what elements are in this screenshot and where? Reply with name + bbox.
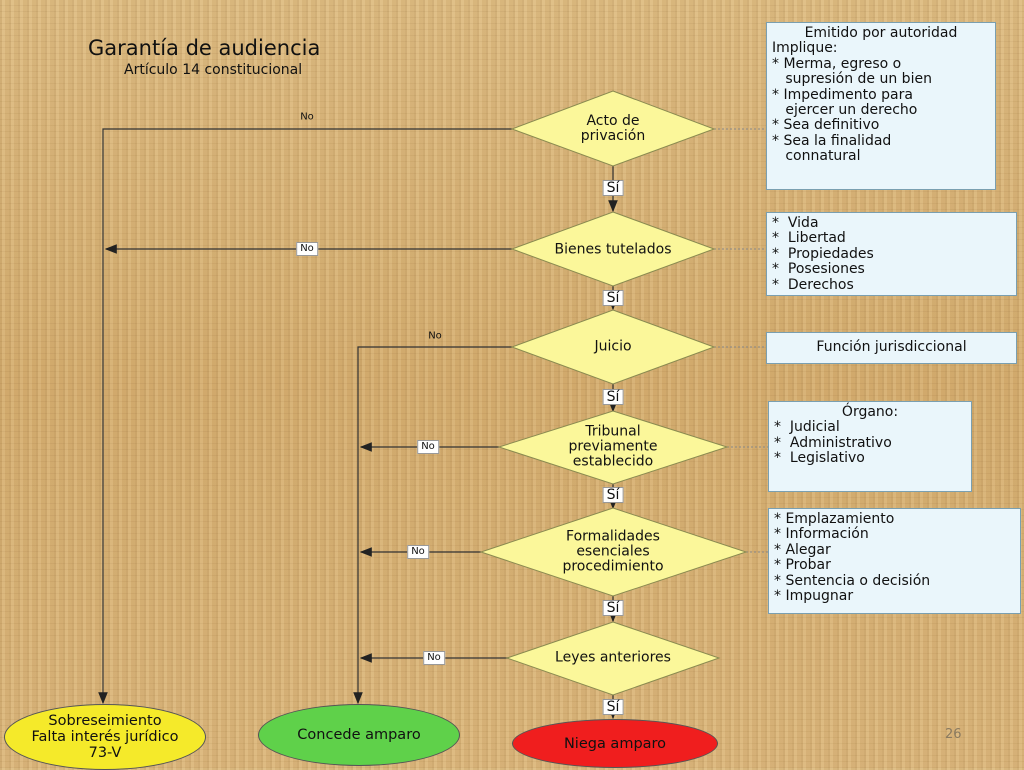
no-tag: No: [428, 330, 442, 342]
note-line: * Sentencia o decisión: [774, 572, 931, 589]
note-line: * Merma, egreso o: [772, 55, 902, 72]
note-line: * Información: [774, 526, 869, 543]
note-line: * Derechos: [772, 276, 854, 293]
note-header: Órgano:: [841, 404, 899, 420]
note-line: * Emplazamiento: [774, 511, 895, 527]
outcome-sobreseimiento: Sobreseimiento Falta interés jurídico 73-V: [4, 704, 206, 770]
note-line: * Impugnar: [774, 588, 854, 605]
note-box-bienes-tutelados: [766, 212, 1017, 296]
note-box-tribunal: [768, 401, 972, 492]
note-line: * Vida: [772, 215, 819, 231]
note-line: ejercer un derecho: [772, 102, 918, 119]
yes-tag: Sí: [603, 487, 624, 503]
no-connector: [358, 347, 512, 703]
decision-label-juicio: Juicio: [594, 338, 632, 355]
decision-label-leyes-anteriores: Leyes anteriores: [555, 649, 671, 666]
note-line: * Libertad: [772, 230, 846, 247]
yes-tag: Sí: [603, 180, 624, 196]
note-line: * Sea definitivo: [772, 117, 880, 134]
yes-tag: Sí: [603, 699, 624, 715]
note-line: * Propiedades: [772, 245, 874, 262]
note-line: * Sea la finalidad: [772, 132, 892, 149]
no-connector: [103, 129, 512, 703]
note-line: * Legislativo: [774, 450, 865, 467]
yes-tag: Sí: [603, 389, 624, 405]
note-header: Función jurisdiccional: [816, 339, 967, 355]
yes-tag: Sí: [603, 290, 624, 306]
page-number: 26: [945, 727, 962, 742]
note-line: supresión de un bien: [772, 71, 932, 88]
note-box-acto-privacion: [766, 22, 996, 190]
outcome-niega-amparo: Niega amparo: [512, 719, 718, 768]
note-line: * Administrativo: [774, 434, 892, 451]
decision-label-acto-privacion: Acto de privación: [580, 113, 646, 144]
no-tag: No: [423, 651, 445, 665]
diagram-title: Garantía de audiencia: [88, 36, 321, 60]
note-box-formalidades: [768, 508, 1021, 614]
note-box-juicio: [766, 332, 1017, 364]
note-line: * Alegar: [774, 541, 831, 558]
note-line: Implique:: [772, 40, 838, 57]
note-header: Emitido por autoridad: [804, 25, 958, 41]
no-tag: No: [407, 545, 429, 559]
note-line: * Judicial: [774, 419, 840, 436]
note-line: * Impedimento para: [772, 86, 913, 103]
outcome-concede-amparo: Concede amparo: [258, 704, 460, 766]
note-line: * Probar: [774, 557, 831, 574]
note-line: connatural: [772, 148, 861, 165]
yes-tag: Sí: [603, 600, 624, 616]
decision-label-formalidades: Formalidades esenciales procedimiento: [562, 528, 664, 575]
note-line: * Posesiones: [772, 261, 865, 278]
no-tag: No: [417, 440, 439, 454]
decision-label-bienes-tutelados: Bienes tutelados: [554, 241, 672, 258]
decision-label-tribunal: Tribunal previamente establecido: [568, 423, 658, 470]
no-tag: No: [300, 111, 314, 123]
diagram-subtitle: Artículo 14 constitucional: [124, 62, 303, 78]
no-tag: No: [296, 242, 318, 256]
